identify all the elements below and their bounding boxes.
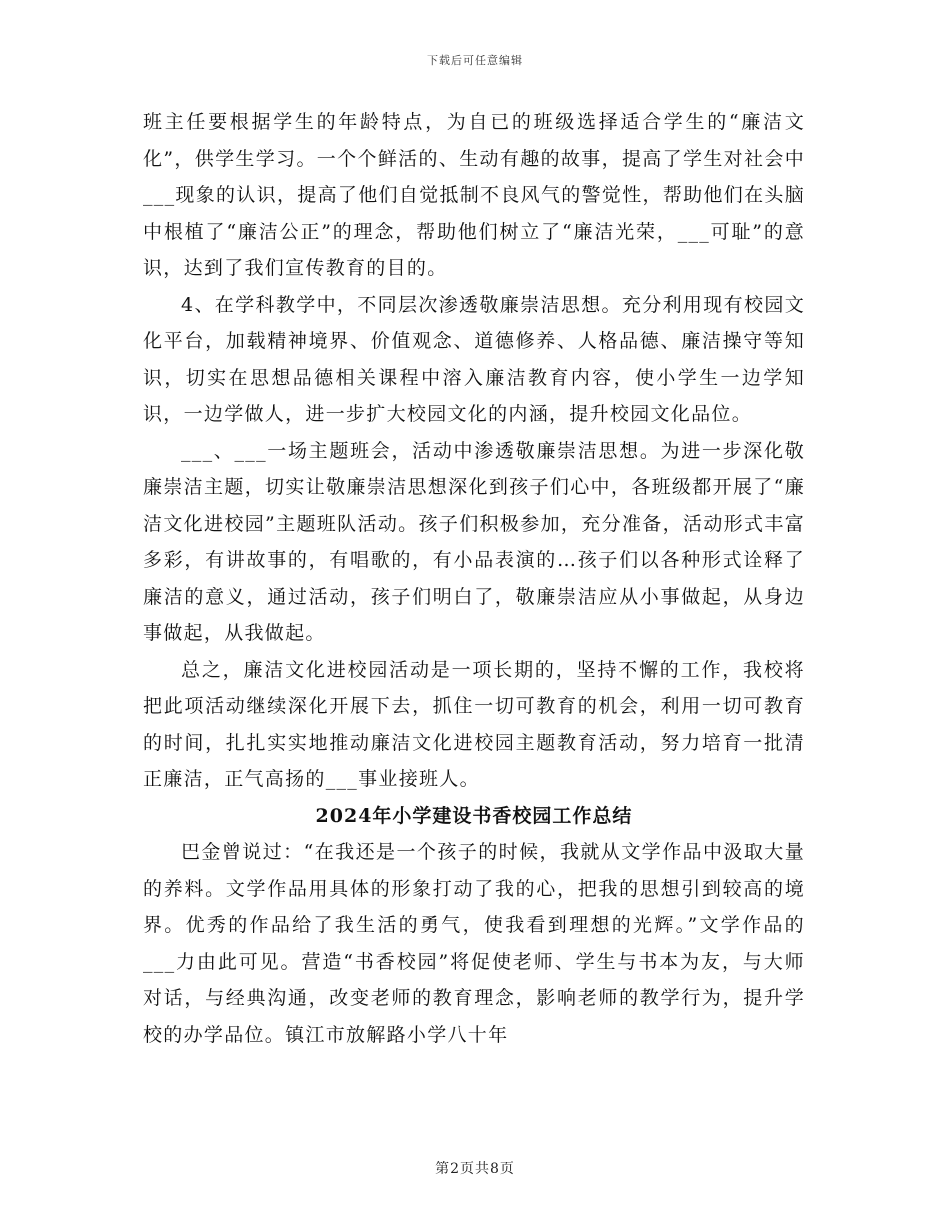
paragraph-1: 班主任要根据学生的年龄特点，为自已的班级选择适合学生的“廉洁文化”，供学生学习。一个个鲜活的、生动有趣的故事，提高了学生对社会中___现象的认识，提高了他们自觉抵制不良风气的警觉性，帮助他们在头脑中根植了“廉洁公正”的理念，帮助他们树立了“廉洁光荣，___可耻”的意识，达到了我们宣传教育的目的。 <box>143 111 805 279</box>
header-note: 下载后可任意编辑 <box>427 54 523 67</box>
paragraph-4: 总之，廉洁文化进校园活动是一项长期的，坚持不懈的工作，我校将把此项活动继续深化开展下去，抓住一切可教育的机会，利用一切可教育的时间，扎扎实实地推动廉洁文化进校园主题教育活动，努力培育一批清正廉洁，正气高扬的___事业接班人。 <box>143 658 805 790</box>
paragraph-2: 4、在学科教学中，不同层次渗透敬廉崇洁思想。充分利用现有校园文化平台，加载精神境界、价值观念、道德修养、人格品德、廉洁操守等知识，切实在思想品德相关课程中溶入廉洁教育内容，使小学生一边学知识，一边学做人，进一步扩大校园文化的内涵，提升校园文化品位。 <box>143 293 805 425</box>
paragraph-3: ___、___一场主题班会，活动中渗透敬廉崇洁思想。为进一步深化敬廉崇洁主题，切实让敬廉崇洁思想深化到孩子们心中，各班级都开展了“廉洁文化进校园”主题班队活动。孩子们积极参加，充分准备，活动形式丰富多彩，有讲故事的，有唱歌的，有小品表演的…孩子们以各种形式诠释了廉洁的意义，通过活动，孩子们明白了，敬廉崇洁应从小事做起，从身边事做起，从我做起。 <box>143 439 805 644</box>
page-number: 第2页共8页 <box>435 1161 515 1177</box>
section-paragraph-1: 巴金曾说过：“在我还是一个孩子的时候，我就从文学作品中汲取大量的养料。文学作品用具体的形象打动了我的心，把我的思想引到较高的境界。优秀的作品给了我生活的勇气，使我看到理想的光辉。”文学作品的___力由此可见。营造“书香校园”将促使老师、学生与书本为友，与大师对话，与经典沟通，改变老师的教育理念，影响老师的教学行为，提升学校的办学品位。镇江市放解路小学八十年 <box>143 841 805 1046</box>
document-body <box>143 104 805 1053</box>
section-title: 2024年小学建设书香校园工作总结 <box>315 804 633 827</box>
